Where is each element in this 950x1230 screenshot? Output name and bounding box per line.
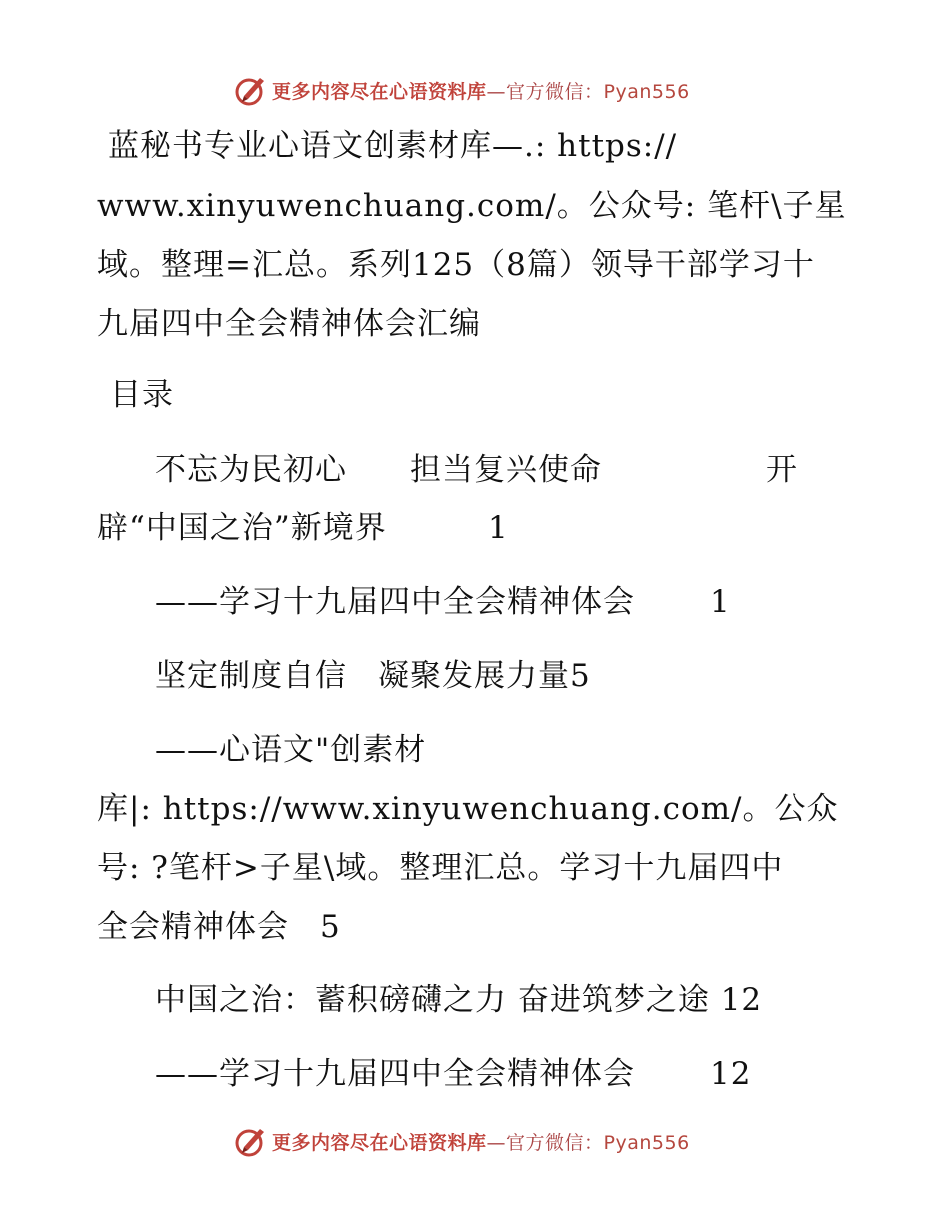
toc-heading: 目录 [110, 377, 174, 413]
toc-entry-2-page: 1 [710, 584, 731, 620]
title-line-2: www.xinyuwenchuang.com/。公众号: 笔杆\子星 [97, 188, 847, 224]
toc-entry-2: ——学习十九届四中全会精神体会 [155, 584, 635, 620]
watermark-text: 更多内容尽在心语资料库—官方微信：Pyan556 [272, 80, 690, 103]
toc-entry-1-part-a: 不忘为民初心 [155, 452, 347, 488]
toc-entry-7-page: 12 [710, 1056, 752, 1092]
toc-entry-1-part-c: 开 [766, 452, 798, 488]
toc-entry-1-part-d: 辟“中国之治”新境界 [97, 510, 387, 546]
toc-entry-1-page: 1 [488, 510, 509, 546]
toc-entry-5-line-1: 库|: https://www.xinyuwenchuang.com/。公众 [97, 791, 839, 827]
title-line-1: 蓝秘书专业心语文创素材库—.: https:// [108, 128, 678, 164]
toc-entry-3-part-a: 坚定制度自信 [155, 658, 347, 694]
toc-entry-5-line-3: 全会精神体会 [97, 909, 289, 945]
footer-watermark [234, 1125, 690, 1157]
toc-entry-3-part-b: 凝聚发展力量5 [378, 658, 591, 694]
toc-entry-4: ——心语文"创素材 [155, 732, 427, 768]
watermark-text: 更多内容尽在心语资料库—官方微信：Pyan556 [272, 1131, 690, 1154]
title-line-4: 九届四中全会精神体会汇编 [97, 306, 481, 342]
toc-entry-1-part-b: 担当复兴使命 [410, 452, 602, 488]
title-line-3: 域。整理=汇总。系列125（8篇）领导干部学习十 [97, 247, 815, 283]
toc-entry-5-line-2: 号: ?笔杆>子星\域。整理汇总。学习十九届四中 [97, 850, 784, 886]
toc-entry-6: 中国之治：蓄积磅礴之力 奋进筑梦之途 12 [155, 982, 763, 1018]
pen-logo-icon [234, 1125, 268, 1157]
header-watermark [234, 74, 690, 106]
toc-entry-5-page: 5 [320, 909, 341, 945]
pen-logo-icon [234, 74, 268, 106]
toc-entry-7: ——学习十九届四中全会精神体会 [155, 1056, 635, 1092]
